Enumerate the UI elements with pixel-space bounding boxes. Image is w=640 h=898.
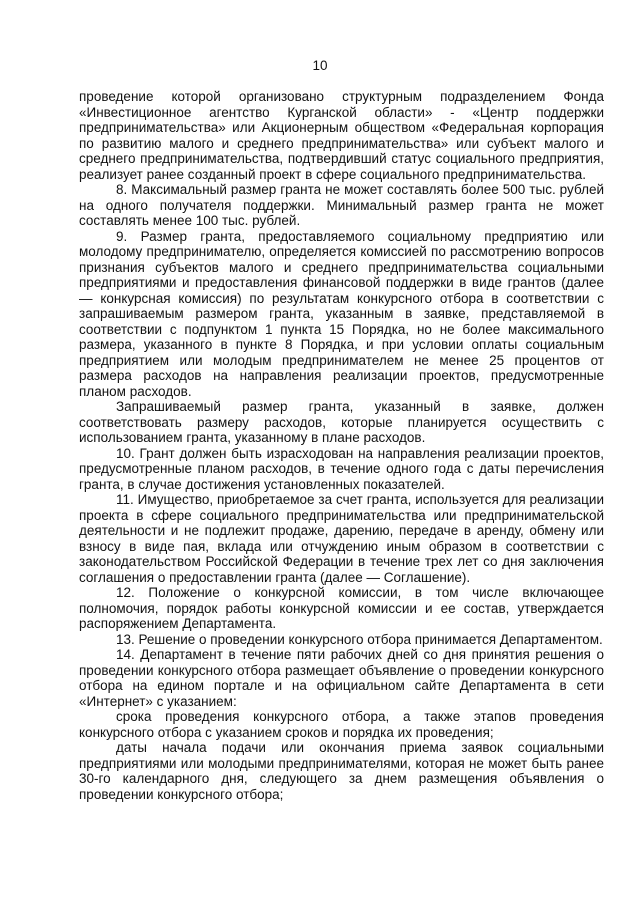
- paragraph-item-13: 13. Решение о проведении конкурсного отбора принимается Департаментом.: [116, 631, 603, 647]
- paragraph-item-8: 8. Максимальный размер гранта не может составлять более 500 тыс. рублей на одного получателя поддержки. Минимальный размер гранта не может составлять менее 100 тыс. рублей.: [79, 182, 604, 228]
- paragraph-item-9: 9. Размер гранта, предоставляемого социальному предприятию или молодому предпринимателю, определяется комиссией по рассмотрению вопросов признания субъектов малого и среднего предпринимательства социальными предприятиями и предоставления финансовой поддержки в виде грантов (далее — конкурсная комиссия) по результатам конкурсного отбора в соответствии с запрашиваемым размером гранта, указанным в заявке, представляемой в соответствии с подпунктом 1 пункта 15 Порядка, но не более максимального размера, указанного в пункте 8 Порядка, и при условии оплаты социальным предприятием или молодым предпринимателем не менее 25 процентов от размера расходов на направления реализации проектов, предусмотренные планом расходов.: [79, 228, 604, 399]
- paragraph-item-10: 10. Грант должен быть израсходован на направления реализации проектов, предусмотренные планом расходов, в течение одного года с даты перечисления гранта, в случае достижения установленных показателей.: [79, 445, 604, 492]
- paragraph-item-12: 12. Положение о конкурсной комиссии, в том числе включающее полномочия, порядок работы конкурсной комиссии и ее состав, утверждается распоряжением Департамента.: [79, 585, 604, 631]
- paragraph-item-11: 11. Имущество, приобретаемое за счет гранта, используется для реализации проекта в сфере социального предпринимательства или предпринимательской деятельности и не подлежит продаже, дарению, передаче в аренду, обмену или взносу в виде пая, вклада или отчуждению иным образом в соответствии с законодательством Российской Федерации в течение трех лет со дня заключения соглашения о предоставлении гранта (далее — Соглашение).: [79, 492, 604, 585]
- paragraph-continuation: проведение которой организовано структурным подразделением Фонда «Инвестиционное агентство Курганской области» - «Центр поддержки предпринимательства» или Акционерным обществом «Федеральная корпорация по развитию малого и среднего предпринимательства» или субъект малого и среднего предпринимательства, подтвердивший статус социального предприятия, реализует ранее созданный проект в сфере социального предпринимательства.: [79, 89, 604, 182]
- paragraph-requested-grant: Запрашиваемый размер гранта, указанный в заявке, должен соответствовать размеру расходов, которые планируется осуществить с использованием гранта, указанному в плане расходов.: [79, 399, 604, 445]
- paragraph-list-item-deadline: срока проведения конкурсного отбора, а также этапов проведения конкурсного отбора с указанием сроков и порядка их проведения;: [79, 709, 604, 740]
- page-number: 10: [312, 58, 328, 73]
- document-body: [79, 89, 604, 802]
- paragraph-list-item-dates: даты начала подачи или окончания приема заявок социальными предприятиями или молодыми предпринимателями, которая не может быть ранее 30-го календарного дня, следующего за днем размещения объявления о проведении конкурсного отбора;: [79, 740, 604, 802]
- paragraph-item-14: 14. Департамент в течение пяти рабочих дней со дня принятия решения о проведении конкурсного отбора размещает объявление о проведении конкурсного отбора на едином портале и на официальном сайте Департамента в сети «Интернет» с указанием:: [79, 647, 604, 709]
